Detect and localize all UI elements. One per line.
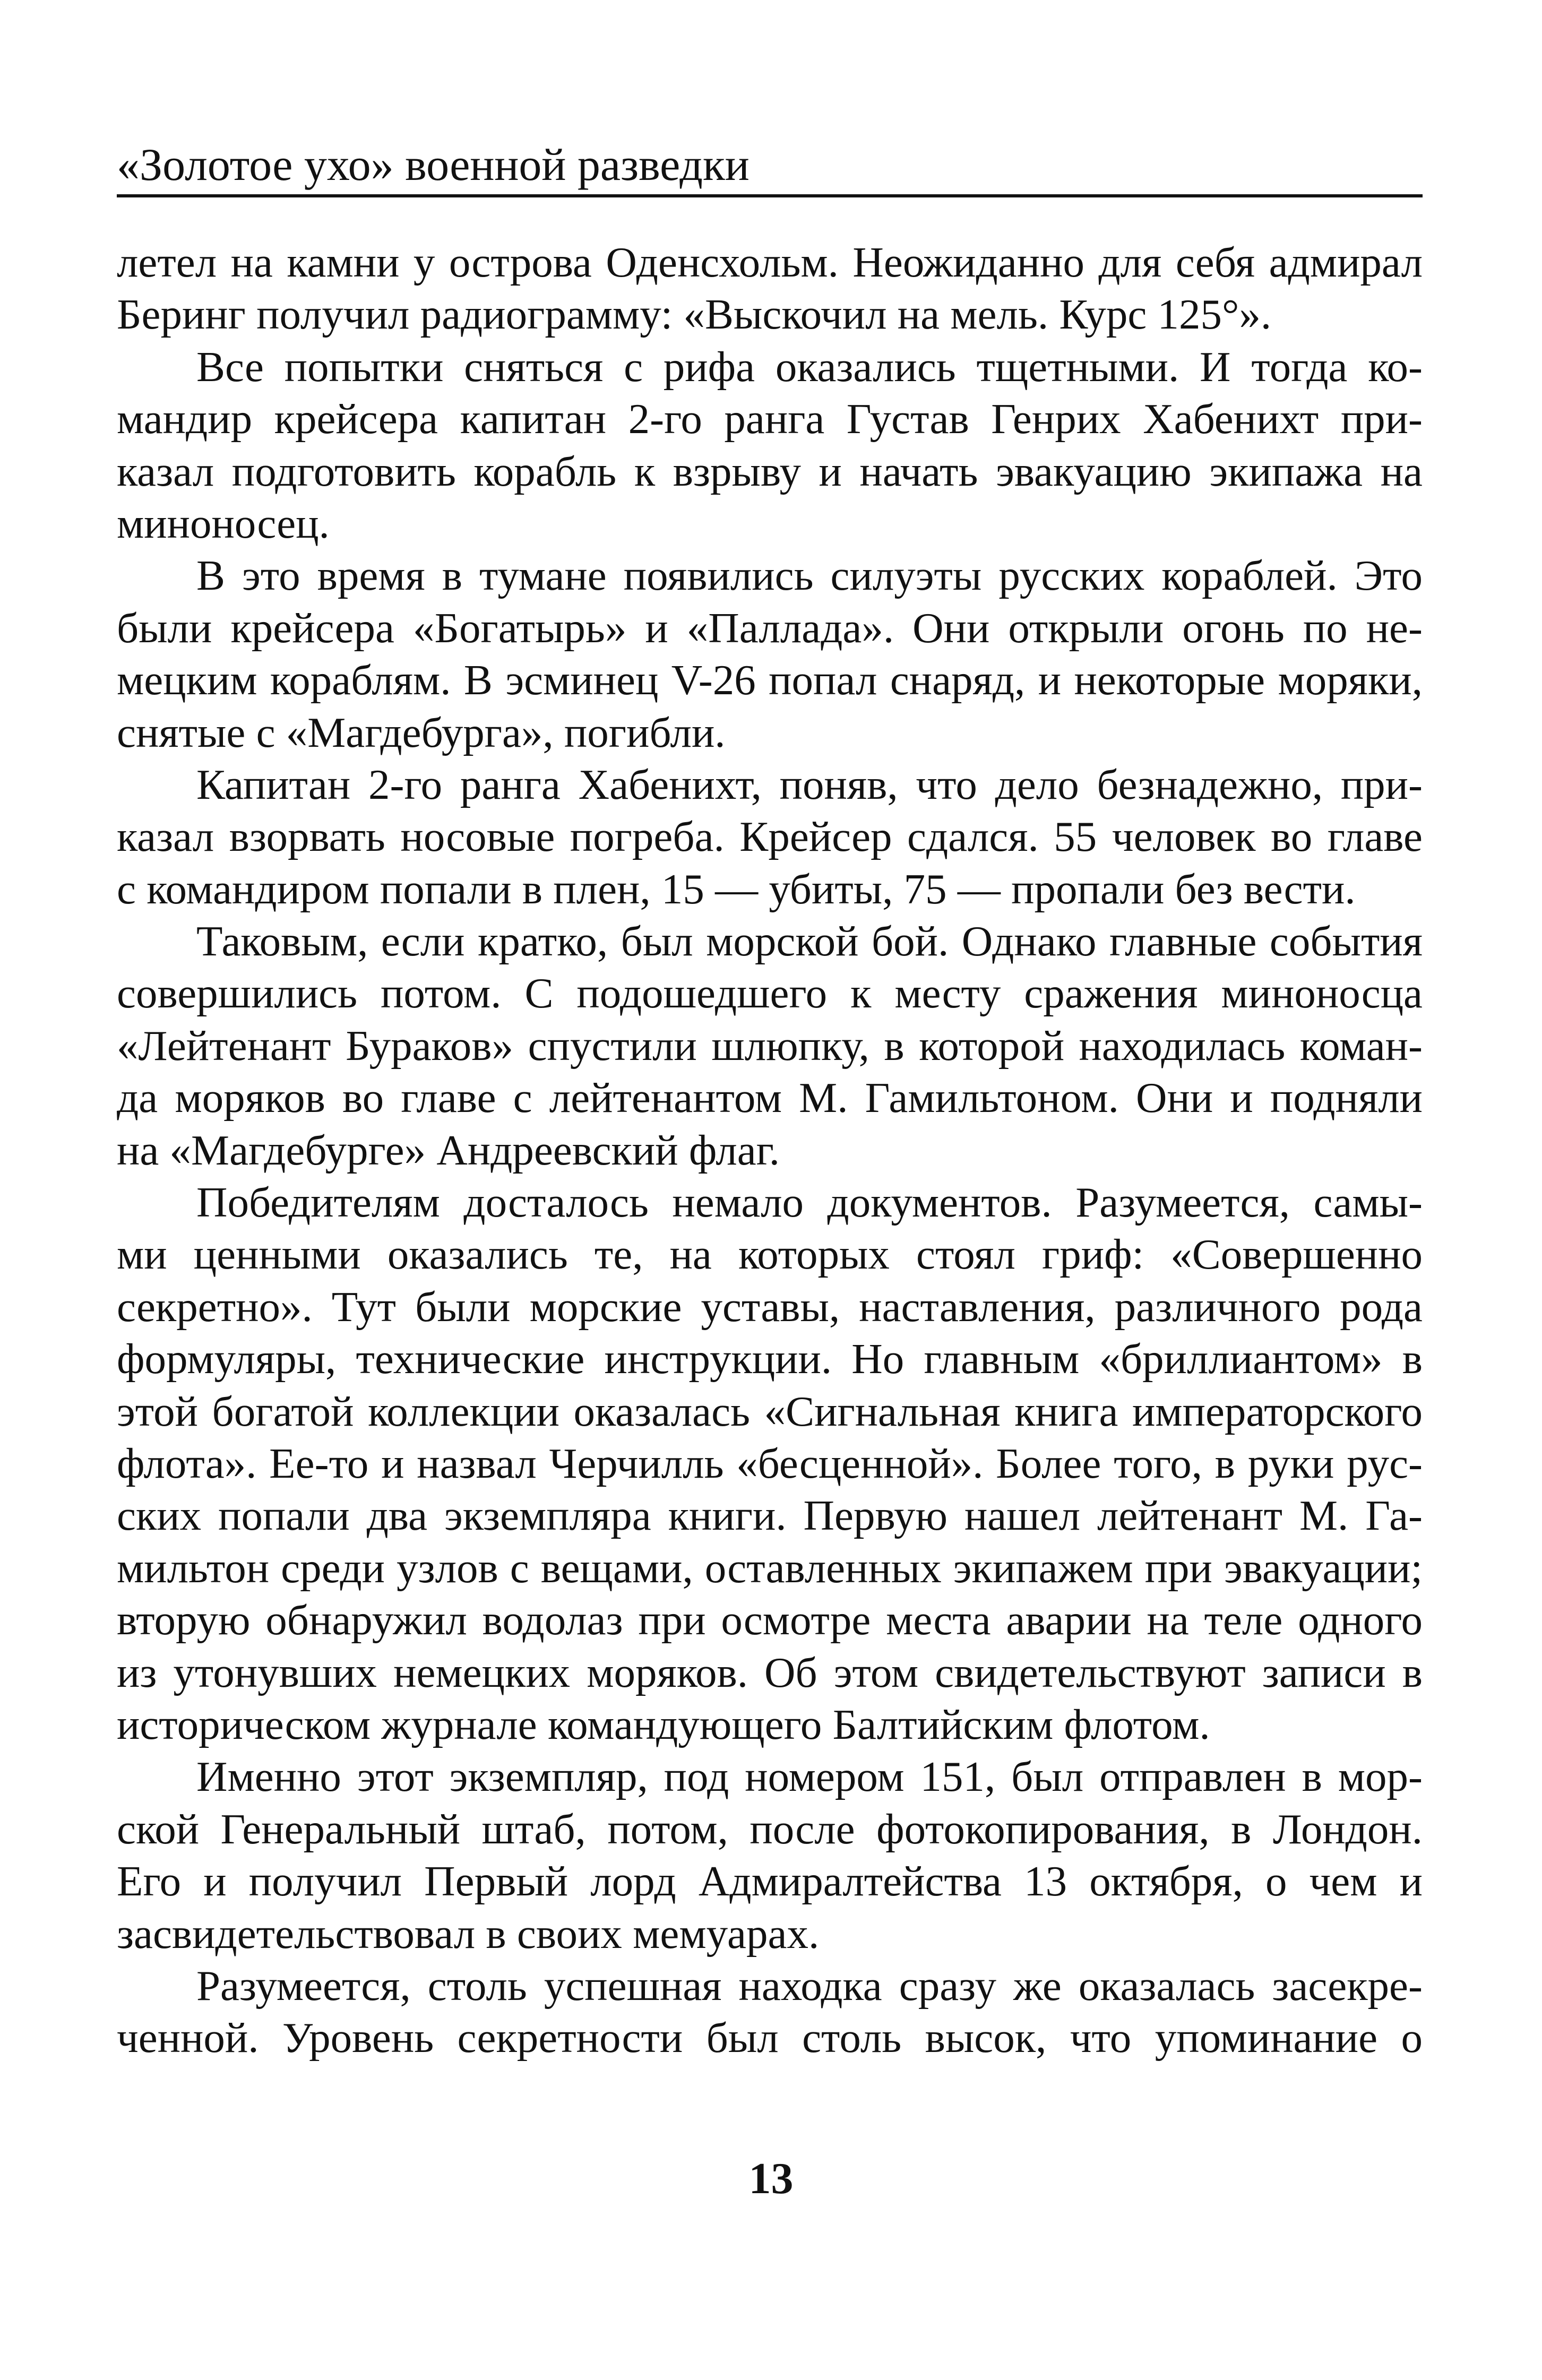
text-line: Разумеется, столь успешная находка сразу же оказалась засекре- [196,1961,1423,2010]
text-line: на «Магдебурге» Андреевский флаг. [117,1126,780,1174]
page-number: 13 [748,2154,794,2203]
text-line: с командиром попали в плен, 15 — убиты, 75 — пропали без вести. [117,865,1356,913]
text-line: формуляры, технические инструкции. Но главным «бриллиантом» в [117,1335,1423,1383]
text-line: совершились потом. С подошедшего к месту сражения миноносца [117,969,1423,1017]
text-line: казал подготовить корабль к взрыву и начать эвакуацию экипажа на [117,447,1423,495]
paragraph [117,236,1423,341]
text-line: Победителям досталось немало документов. Разумеется, самы- [196,1178,1423,1227]
text-line: В это время в тумане появились силуэты русских кораблей. Это [196,551,1423,600]
text-line: вторую обнаружил водолаз при осмотре места аварии на теле одного [117,1596,1423,1644]
paragraph [117,758,1423,915]
text-line: Все попытки сняться с рифа оказались тщетными. И тогда ко- [196,342,1423,391]
text-line: этой богатой коллекции оказалась «Сигнальная книга императорского [117,1387,1423,1435]
text-line: из утонувших немецких моряков. Об этом свидетельствуют записи в [117,1648,1423,1696]
paragraph [117,915,1423,1176]
text-line: мандир крейсера капитан 2-го ранга Густав Генрих Хабенихт при- [117,395,1423,443]
text-line: флота». Ее-то и назвал Черчилль «бесценной». Более того, в руки рус- [117,1439,1423,1487]
text-line: ской Генеральный штаб, потом, после фотокопирования, в Лондон. [117,1805,1423,1853]
text-line: Его и получил Первый лорд Адмиралтейства 13 октября, о чем и [117,1857,1423,1905]
running-head-title: «Золотое ухо» военной разведки [117,139,750,190]
text-line: ских попали два экземпляра книги. Первую нашел лейтенант М. Га- [117,1491,1423,1540]
text-line: засвидетельствовал в своих мемуарах. [117,1909,820,1958]
text-line: Таковым, если кратко, был морской бой. Однако главные события [196,917,1423,965]
text-line: Беринг получил радиограмму: «Выскочил на мель. Курс 125°». [117,290,1272,339]
text-line: ми ценными оказались те, на которых стоял гриф: «Совершенно [117,1230,1423,1279]
paragraph [117,341,1423,550]
text-line: историческом журнале командующего Балтийским флотом. [117,1700,1210,1748]
paragraph [117,1960,1423,2064]
text-line: были крейсера «Богатырь» и «Паллада». Они открыли огонь по не- [117,603,1423,652]
text-line: Капитан 2-го ранга Хабенихт, поняв, что дело безнадежно, при- [196,760,1423,808]
text-line: да моряков во главе с лейтенантом М. Гамильтоном. Они и подняли [117,1074,1423,1122]
text-line: казал взорвать носовые погреба. Крейсер сдался. 55 человек во главе [117,813,1423,861]
text-line: снятые с «Магдебурга», погибли. [117,708,726,756]
running-head [117,139,1423,197]
text-line: «Лейтенант Бураков» спустили шлюпку, в которой находилась коман- [117,1021,1423,1070]
text-line: летел на камни у острова Оденсхольм. Неожиданно для себя адмирал [117,238,1423,286]
text-line: секретно». Тут были морские уставы, наставления, различного рода [117,1282,1423,1331]
text-line: мецким кораблям. В эсминец V-26 попал снаряд, и некоторые моряки, [117,656,1423,704]
text-line: Именно этот экземпляр, под номером 151, был отправлен в мор- [196,1753,1423,1801]
paragraph [117,1750,1423,1960]
text-line: миноносец. [117,499,330,547]
text-line: ченной. Уровень секретности был столь высок, что упоминание о [117,2014,1423,2062]
paragraph [117,1176,1423,1750]
paragraph [117,549,1423,758]
text-line: мильтон среди узлов с вещами, оставленных экипажем при эвакуации; [117,1543,1423,1592]
body-text [117,236,1423,2064]
